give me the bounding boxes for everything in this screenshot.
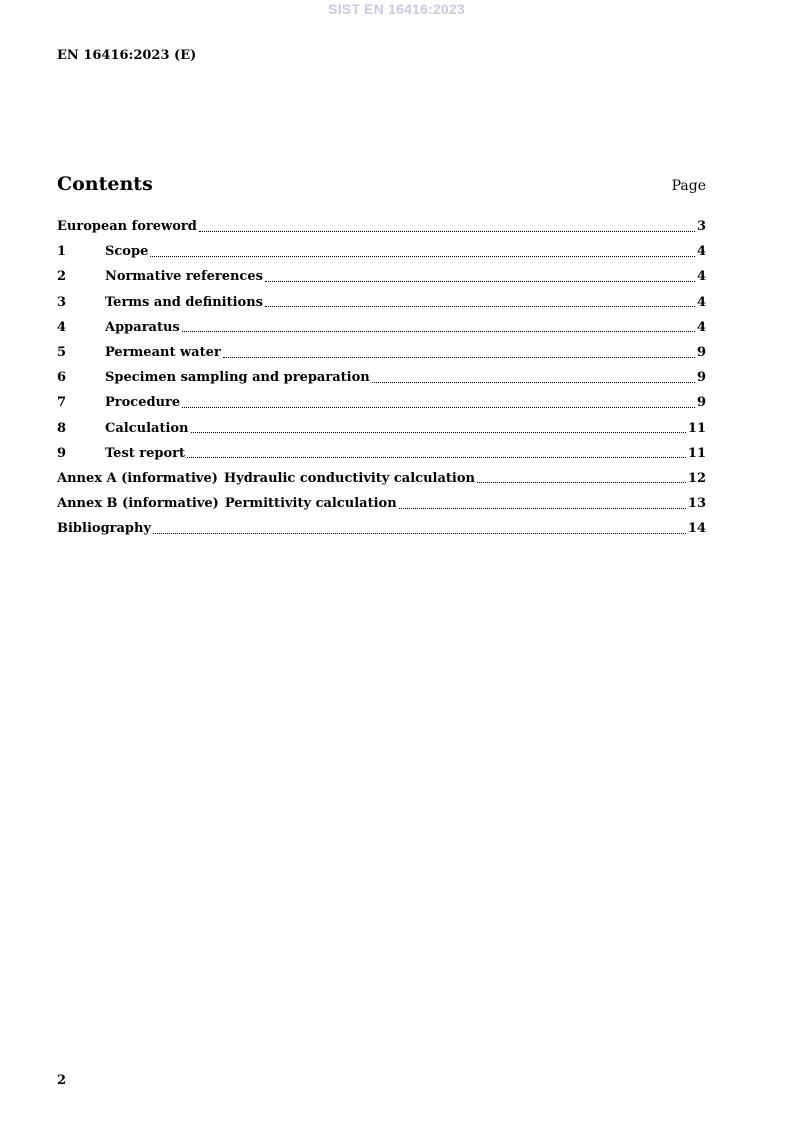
toc-leader-dots <box>399 507 686 509</box>
toc-entry-title: Procedure <box>105 395 181 411</box>
toc-entry[interactable] <box>57 416 706 441</box>
toc-entry-page: 13 <box>687 496 706 512</box>
toc-entry[interactable] <box>57 239 706 264</box>
toc-entry-number: 7 <box>57 395 67 411</box>
toc-entry-title <box>57 496 397 511</box>
toc-annex-label: Annex A (informative) <box>57 470 218 486</box>
toc-annex-subtitle: Permittivity calculation <box>224 496 397 512</box>
toc-entry-annex[interactable] <box>57 466 706 491</box>
toc-entry-number: 4 <box>57 319 67 335</box>
toc-entry-number: 3 <box>57 294 67 310</box>
toc-entry-number: 9 <box>57 445 67 461</box>
toc-annex-label: Annex B (informative) <box>57 496 219 512</box>
toc-entry[interactable] <box>57 290 706 315</box>
contents-title: Contents <box>57 173 153 195</box>
toc-entry-page: 4 <box>696 319 706 335</box>
toc-entry-number: 1 <box>57 244 67 260</box>
toc-entry-page: 4 <box>696 269 706 285</box>
toc-leader-dots <box>199 230 695 232</box>
toc-entry-title <box>57 471 475 486</box>
page-column-label: Page <box>671 178 706 194</box>
document-id: EN 16416:2023 (E) <box>57 48 197 63</box>
toc-entry[interactable] <box>57 365 706 390</box>
toc-entry[interactable] <box>57 264 706 289</box>
toc-entry-page: 4 <box>696 244 706 260</box>
toc-leader-dots <box>150 255 695 257</box>
toc-entry-title: Calculation <box>105 420 189 436</box>
toc-entry-title: Test report <box>105 445 186 461</box>
toc-leader-dots <box>187 456 686 458</box>
toc-entry-number: 2 <box>57 269 67 285</box>
toc-leader-dots <box>477 481 686 483</box>
toc-entry[interactable] <box>57 390 706 415</box>
toc-entry-title: Specimen sampling and preparation <box>105 370 370 386</box>
toc-entry-title: Scope <box>105 244 149 260</box>
page-number: 2 <box>57 1073 67 1088</box>
toc-entry-number: 6 <box>57 370 67 386</box>
table-of-contents <box>57 214 706 541</box>
toc-entry-page: 9 <box>696 345 706 361</box>
toc-leader-dots <box>153 532 686 534</box>
toc-annex-subtitle: Hydraulic conductivity calculation <box>223 470 475 486</box>
toc-entry-page: 11 <box>687 445 706 461</box>
toc-leader-dots <box>265 280 695 282</box>
toc-entry-number: 8 <box>57 420 67 436</box>
toc-entry-page: 3 <box>696 219 706 235</box>
toc-entry-page: 9 <box>696 395 706 411</box>
toc-leader-dots <box>182 406 695 408</box>
toc-entry-title: European foreword <box>57 219 197 235</box>
toc-leader-dots <box>265 305 695 307</box>
toc-entry[interactable] <box>57 315 706 340</box>
watermark-text: SIST EN 16416:2023 <box>328 1 465 17</box>
toc-entry-title: Bibliography <box>57 521 152 537</box>
toc-entry[interactable] <box>57 340 706 365</box>
toc-entry-page: 11 <box>687 420 706 436</box>
toc-entry-page: 14 <box>687 521 706 537</box>
toc-leader-dots <box>182 330 695 332</box>
toc-leader-dots <box>191 431 686 433</box>
toc-entry-annex[interactable] <box>57 491 706 516</box>
toc-entry[interactable] <box>57 516 706 541</box>
contents-heading <box>57 173 706 195</box>
toc-leader-dots <box>372 381 695 383</box>
toc-entry[interactable] <box>57 441 706 466</box>
toc-entry-page: 9 <box>696 370 706 386</box>
toc-entry-page: 12 <box>687 470 706 486</box>
toc-entry-title: Permeant water <box>105 345 221 361</box>
toc-entry-title: Apparatus <box>105 319 180 335</box>
toc-leader-dots <box>223 356 695 358</box>
toc-entry-title: Terms and definitions <box>105 294 263 310</box>
toc-entry-number: 5 <box>57 345 67 361</box>
toc-entry-title: Normative references <box>105 269 263 285</box>
toc-entry-page: 4 <box>696 294 706 310</box>
toc-entry[interactable] <box>57 214 706 239</box>
